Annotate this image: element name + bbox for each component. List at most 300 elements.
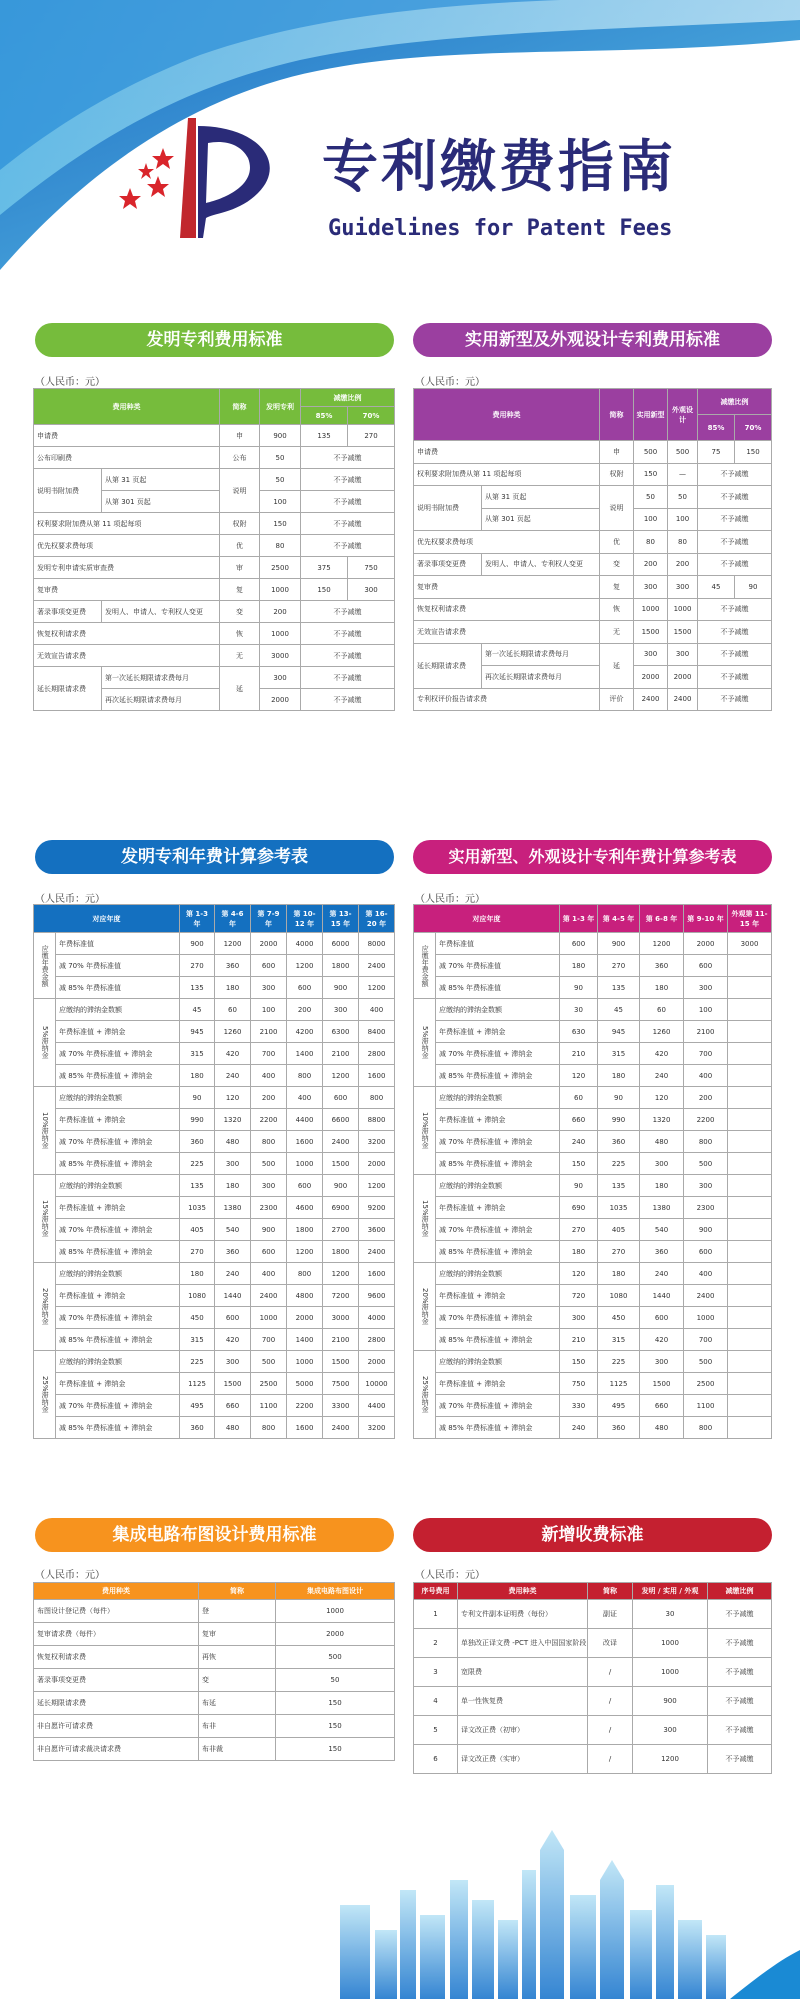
table-cell: 5%滞纳金	[414, 999, 436, 1087]
table-cell	[728, 1241, 772, 1263]
table-cell: 300	[640, 1153, 684, 1175]
table-row	[34, 601, 395, 623]
table-cell: 180	[215, 1175, 251, 1197]
table-cell: 120	[215, 1087, 251, 1109]
table-cell: 400	[287, 1087, 323, 1109]
table-cell: 1000	[684, 1307, 728, 1329]
table-cell: 应缴纳的滞纳金数额	[56, 1351, 180, 1373]
table-row	[414, 1131, 772, 1153]
table-cell: 1100	[684, 1395, 728, 1417]
table-cell: 180	[598, 1263, 640, 1285]
table-cell: 1800	[323, 955, 359, 977]
table-cell: 150	[276, 1692, 395, 1715]
table-cell: 复	[220, 579, 260, 601]
table-row	[34, 955, 395, 977]
table-cell: 270	[598, 1241, 640, 1263]
table-cell: 300	[633, 1716, 708, 1745]
table-cell: 3200	[359, 1417, 395, 1439]
table-cell: 应缴纳的滞纳金数额	[436, 1263, 560, 1285]
table-cell: 2300	[251, 1197, 287, 1219]
table-cell: 从第 31 页起	[482, 486, 600, 509]
table-cell	[728, 999, 772, 1021]
col-year: 对应年度	[414, 905, 560, 933]
table-cell: 不予减缴	[301, 623, 395, 645]
table-cell: 2800	[359, 1043, 395, 1065]
table-cell: 240	[640, 1065, 684, 1087]
table-cell	[728, 1021, 772, 1043]
table-cell: 50	[276, 1669, 395, 1692]
table-cell: 专利文件副本证明费（每份）	[458, 1600, 588, 1629]
table-cell: 著录事项变更费	[34, 1669, 199, 1692]
table-cell: 译文改正费（实审）	[458, 1745, 588, 1774]
table-cell: 不予减缴	[708, 1600, 772, 1629]
table-cell: 2100	[323, 1329, 359, 1351]
table-cell: 1320	[640, 1109, 684, 1131]
col-85: 85%	[301, 407, 348, 425]
table-cell: 1800	[287, 1219, 323, 1241]
table-cell	[728, 1153, 772, 1175]
table-cell: 再次延长期限请求费每月	[482, 666, 600, 689]
table-cell: 权附	[220, 513, 260, 535]
table-cell: 450	[180, 1307, 215, 1329]
table-cell: 405	[598, 1219, 640, 1241]
table-row	[414, 463, 772, 486]
table-cell: 30	[633, 1600, 708, 1629]
table-cell: 80	[668, 531, 698, 554]
table-cell: 700	[684, 1329, 728, 1351]
table-cell: 180	[180, 1065, 215, 1087]
table-cell: 180	[640, 1175, 684, 1197]
table-row	[414, 1716, 772, 1745]
table-cell: 1440	[215, 1285, 251, 1307]
table-cell: 应缴纳的滞纳金数额	[56, 999, 180, 1021]
table-cell: 布非裁	[199, 1738, 276, 1761]
table-cell: 1000	[260, 623, 301, 645]
table-row	[414, 1087, 772, 1109]
table-cell: 减 85% 年费标准值 + 滞纳金	[436, 1241, 560, 1263]
table-cell: 90	[598, 1087, 640, 1109]
table-cell: 译文改正费（初审）	[458, 1716, 588, 1745]
table-cell: 150	[735, 441, 772, 464]
table-cell: 600	[251, 1241, 287, 1263]
table-cell: 180	[640, 977, 684, 999]
table-cell: 1000	[633, 1629, 708, 1658]
table-cell: 300	[640, 1351, 684, 1373]
table-cell: 减 85% 年费标准值 + 滞纳金	[436, 1153, 560, 1175]
table-cell: 990	[598, 1109, 640, 1131]
table-row	[34, 1175, 395, 1197]
table-row	[414, 621, 772, 644]
col-reduction: 减缴比例	[698, 389, 772, 415]
table-cell: 不予减缴	[301, 667, 395, 689]
table-cell: 2100	[323, 1043, 359, 1065]
table-cell: 495	[180, 1395, 215, 1417]
table-cell: 4000	[359, 1307, 395, 1329]
table-row	[34, 977, 395, 999]
table-row	[34, 1043, 395, 1065]
table-row	[34, 1692, 395, 1715]
table-cell: 2500	[251, 1373, 287, 1395]
table-cell: 1200	[287, 1241, 323, 1263]
cnipa-logo	[118, 118, 283, 238]
table-cell: 225	[180, 1153, 215, 1175]
table-cell: 2000	[684, 933, 728, 955]
table-row	[34, 1669, 395, 1692]
table-row	[34, 1285, 395, 1307]
table-cell: 再次延长期限请求费每月	[102, 689, 220, 711]
table-cell: 240	[215, 1065, 251, 1087]
table-cell: 发明专利申请实质审查费	[34, 557, 220, 579]
table-cell: 变	[220, 601, 260, 623]
table-cell: 9200	[359, 1197, 395, 1219]
table-cell: 2400	[359, 955, 395, 977]
table-cell: /	[588, 1658, 633, 1687]
table-cell: 恢复权利请求费	[414, 598, 600, 621]
table-cell: 300	[560, 1307, 598, 1329]
table-cell: 说明	[600, 486, 634, 531]
table-cell	[728, 1395, 772, 1417]
table-cell: 600	[215, 1307, 251, 1329]
table-cell: 600	[684, 955, 728, 977]
table-cell: 无	[600, 621, 634, 644]
table-cell: 315	[180, 1329, 215, 1351]
table-cell: 50	[260, 469, 301, 491]
table-cell: 1000	[287, 1351, 323, 1373]
table-cell: 应缴纳的滞纳金数额	[56, 1175, 180, 1197]
table-row	[414, 933, 772, 955]
table-cell: 30	[560, 999, 598, 1021]
col-fee-type: 费用种类	[458, 1583, 588, 1600]
table-cell: 减 70% 年费标准值	[436, 955, 560, 977]
table-cell: 4200	[287, 1021, 323, 1043]
table-cell: 减 70% 年费标准值 + 滞纳金	[436, 1219, 560, 1241]
col-70: 70%	[735, 415, 772, 441]
table-cell: 315	[598, 1329, 640, 1351]
table-cell: 恢	[600, 598, 634, 621]
table-cell: 900	[598, 933, 640, 955]
table-cell: 申	[220, 425, 260, 447]
table-cell: 1035	[180, 1197, 215, 1219]
table-cell: 延长期限请求费	[34, 1692, 199, 1715]
table-cell: 200	[668, 553, 698, 576]
table-row	[34, 1131, 395, 1153]
table-cell: 270	[560, 1219, 598, 1241]
table-cell: 225	[598, 1153, 640, 1175]
table-cell: 不予减缴	[708, 1745, 772, 1774]
table-cell: 300	[251, 1175, 287, 1197]
col-reduction: 减缴比例	[301, 389, 395, 407]
table-cell: 单一性恢复费	[458, 1687, 588, 1716]
table-cell: 900	[180, 933, 215, 955]
table-cell: 360	[180, 1417, 215, 1439]
table-row	[34, 1087, 395, 1109]
table-cell: 6900	[323, 1197, 359, 1219]
table-cell: 1320	[215, 1109, 251, 1131]
table-cell: 1200	[359, 1175, 395, 1197]
table-cell: 减 70% 年费标准值 + 滞纳金	[56, 1219, 180, 1241]
table-cell: 180	[560, 955, 598, 977]
table-row	[34, 1373, 395, 1395]
table-cell: 非自愿许可请求费	[34, 1715, 199, 1738]
table-cell: 15%滞纳金	[34, 1175, 56, 1263]
col-abbr: 简称	[220, 389, 260, 425]
table-cell: 225	[598, 1351, 640, 1373]
table-cell: 330	[560, 1395, 598, 1417]
table-row	[414, 531, 772, 554]
table-cell: 500	[251, 1153, 287, 1175]
table-cell: 权利要求附加费从第 11 项起每项	[34, 513, 220, 535]
city-skyline	[340, 1830, 726, 1999]
table-cell: 120	[560, 1065, 598, 1087]
col-ic: 集成电路布图设计	[276, 1583, 395, 1600]
table-cell: 从第 301 页起	[482, 508, 600, 531]
annual-utility-unit: （人民币：元）	[415, 894, 485, 905]
table-cell: 300	[348, 579, 395, 601]
col-fee-type: 费用种类	[34, 389, 220, 425]
invention-fee-table	[33, 388, 395, 711]
table-row	[414, 553, 772, 576]
table-cell: 2200	[251, 1109, 287, 1131]
table-cell: 900	[260, 425, 301, 447]
table-cell: 不予减缴	[301, 513, 395, 535]
table-cell: 1500	[634, 621, 668, 644]
table-cell: 315	[598, 1043, 640, 1065]
table-cell: 单独改正译文费 -PCT 进入中国国家阶段	[458, 1629, 588, 1658]
table-cell: 2500	[684, 1373, 728, 1395]
table-cell: 无效宣告请求费	[34, 645, 220, 667]
table-row	[414, 1417, 772, 1439]
table-cell: 360	[180, 1131, 215, 1153]
table-cell: 720	[560, 1285, 598, 1307]
table-cell: 150	[260, 513, 301, 535]
table-cell: 延长期限请求费	[34, 667, 102, 711]
table-cell: 900	[251, 1219, 287, 1241]
table-cell: 1400	[287, 1043, 323, 1065]
table-cell: 不予减缴	[698, 598, 772, 621]
col-abbr: 简称	[199, 1583, 276, 1600]
table-cell: 减 85% 年费标准值 + 滞纳金	[56, 1153, 180, 1175]
table-row	[414, 1219, 772, 1241]
table-row	[34, 1219, 395, 1241]
table-cell: 权利要求附加费从第 11 项起每项	[414, 463, 600, 486]
table-cell	[728, 1373, 772, 1395]
table-cell: 420	[640, 1329, 684, 1351]
table-cell: 复审费	[414, 576, 600, 599]
table-row	[34, 1738, 395, 1761]
col-85: 85%	[698, 415, 735, 441]
table-cell: 1000	[287, 1153, 323, 1175]
table-cell: 360	[640, 955, 684, 977]
table-cell: 公布	[220, 447, 260, 469]
table-cell: 应缴年费金额	[414, 933, 436, 999]
table-cell: 第一次延长期限请求费每月	[482, 643, 600, 666]
table-cell	[728, 1417, 772, 1439]
table-cell: 副证	[588, 1600, 633, 1629]
table-cell: 1200	[323, 1065, 359, 1087]
table-cell: 不予减缴	[301, 491, 395, 513]
table-cell: 750	[560, 1373, 598, 1395]
table-cell: 年费标准值 + 滞纳金	[436, 1109, 560, 1131]
table-row	[34, 1263, 395, 1285]
table-cell: 恢	[220, 623, 260, 645]
table-cell: 800	[287, 1065, 323, 1087]
table-cell: 60	[560, 1087, 598, 1109]
col-y6: 第 16-20 年	[359, 905, 395, 933]
table-cell: 45	[698, 576, 735, 599]
table-cell: 不予减缴	[698, 508, 772, 531]
table-cell: 1440	[640, 1285, 684, 1307]
table-cell: 年费标准值	[436, 933, 560, 955]
table-cell: 不予减缴	[698, 553, 772, 576]
col-invention: 发明专利	[260, 389, 301, 425]
table-cell: 应缴纳的滞纳金数额	[436, 1351, 560, 1373]
table-cell	[728, 1131, 772, 1153]
table-cell: 减 85% 年费标准值 + 滞纳金	[436, 1329, 560, 1351]
table-cell: 200	[634, 553, 668, 576]
utility-fee-table	[413, 388, 772, 711]
table-cell: 2000	[251, 933, 287, 955]
table-cell: 45	[598, 999, 640, 1021]
table-cell: 300	[260, 667, 301, 689]
table-cell: 减 85% 年费标准值 + 滞纳金	[436, 1417, 560, 1439]
table-cell: 990	[180, 1109, 215, 1131]
table-cell: 不予减缴	[301, 535, 395, 557]
table-cell: 25%滞纳金	[414, 1351, 436, 1439]
table-cell: 2000	[276, 1623, 395, 1646]
table-cell: 无效宣告请求费	[414, 621, 600, 644]
table-cell: 2500	[260, 557, 301, 579]
table-cell: 400	[359, 999, 395, 1021]
col-y2: 第 4-5 年	[598, 905, 640, 933]
table-row	[414, 1175, 772, 1197]
table-cell: 495	[598, 1395, 640, 1417]
table-cell: 3300	[323, 1395, 359, 1417]
table-cell	[728, 1109, 772, 1131]
table-cell: 200	[287, 999, 323, 1021]
table-cell: 2800	[359, 1329, 395, 1351]
table-cell: 不予减缴	[708, 1629, 772, 1658]
table-cell: 年费标准值 + 滞纳金	[436, 1021, 560, 1043]
table-cell: 2200	[684, 1109, 728, 1131]
table-row	[414, 1021, 772, 1043]
table-cell: 不予减缴	[301, 601, 395, 623]
table-cell: 270	[598, 955, 640, 977]
table-cell: 3000	[323, 1307, 359, 1329]
utility-fee-title: 实用新型及外观设计专利费用标准	[413, 323, 772, 357]
table-cell: 2400	[251, 1285, 287, 1307]
table-cell: 优先权要求费每项	[34, 535, 220, 557]
table-cell: 360	[640, 1241, 684, 1263]
annual-invention-unit: （人民币：元）	[35, 894, 105, 905]
table-cell: 600	[287, 1175, 323, 1197]
table-cell: 减 70% 年费标准值 + 滞纳金	[56, 1131, 180, 1153]
table-cell: 80	[260, 535, 301, 557]
table-cell: 375	[301, 557, 348, 579]
table-cell: 改译	[588, 1629, 633, 1658]
table-cell: 2400	[668, 688, 698, 711]
table-cell: 75	[698, 441, 735, 464]
table-cell: 8800	[359, 1109, 395, 1131]
table-cell: 900	[323, 977, 359, 999]
table-cell: 80	[634, 531, 668, 554]
table-cell: 100	[668, 508, 698, 531]
table-cell	[728, 1329, 772, 1351]
table-cell: 315	[180, 1043, 215, 1065]
table-cell: 540	[640, 1219, 684, 1241]
table-cell: 180	[215, 977, 251, 999]
table-row	[414, 1065, 772, 1087]
table-cell: 复审费	[34, 579, 220, 601]
table-cell: 减 85% 年费标准值 + 滞纳金	[56, 1065, 180, 1087]
table-cell: 400	[251, 1263, 287, 1285]
table-cell: 减 85% 年费标准值	[436, 977, 560, 999]
table-cell: 180	[560, 1241, 598, 1263]
table-cell: 600	[251, 955, 287, 977]
table-cell: 1125	[180, 1373, 215, 1395]
table-cell: 480	[640, 1131, 684, 1153]
table-row	[414, 955, 772, 977]
table-row	[414, 1329, 772, 1351]
table-cell: 2000	[359, 1351, 395, 1373]
table-row	[414, 1373, 772, 1395]
table-cell: 20%滞纳金	[414, 1263, 436, 1351]
table-cell: 300	[323, 999, 359, 1021]
table-cell: 年费标准值 + 滞纳金	[436, 1373, 560, 1395]
table-cell: 复审	[199, 1623, 276, 1646]
table-cell: 2400	[323, 1417, 359, 1439]
table-cell: 著录事项变更费	[34, 601, 102, 623]
table-cell: 1200	[640, 933, 684, 955]
table-cell: 90	[735, 576, 772, 599]
table-cell: 减 70% 年费标准值	[56, 955, 180, 977]
table-cell: 5000	[287, 1373, 323, 1395]
table-cell: 布延	[199, 1692, 276, 1715]
col-reduction: 减缴比例	[708, 1583, 772, 1600]
table-cell: 180	[180, 1263, 215, 1285]
table-row	[34, 999, 395, 1021]
table-cell: 360	[215, 955, 251, 977]
table-cell: 1035	[598, 1197, 640, 1219]
annual-utility-table	[413, 904, 772, 1439]
table-row	[414, 1285, 772, 1307]
table-cell: 800	[359, 1087, 395, 1109]
table-cell: 年费标准值	[56, 933, 180, 955]
table-cell	[728, 1043, 772, 1065]
table-cell: 700	[251, 1329, 287, 1351]
table-cell: 750	[348, 557, 395, 579]
table-cell: 延	[220, 667, 260, 711]
table-cell: 减 85% 年费标准值 + 滞纳金	[436, 1065, 560, 1087]
table-cell: 135	[598, 977, 640, 999]
table-cell: 800	[684, 1417, 728, 1439]
col-y4: 第 9-10 年	[684, 905, 728, 933]
table-row	[34, 513, 395, 535]
table-row	[414, 977, 772, 999]
page-subtitle: Guidelines for Patent Fees	[328, 216, 673, 241]
table-cell: 减 70% 年费标准值 + 滞纳金	[436, 1395, 560, 1417]
invention-fee-title: 发明专利费用标准	[35, 323, 394, 357]
table-cell: 135	[180, 1175, 215, 1197]
table-row	[34, 1241, 395, 1263]
table-row	[34, 1197, 395, 1219]
table-cell: 无	[220, 645, 260, 667]
table-cell: 1600	[287, 1417, 323, 1439]
table-cell: 150	[276, 1715, 395, 1738]
col-fee-type: 费用种类	[414, 389, 600, 441]
col-y1: 第 1-3 年	[560, 905, 598, 933]
table-cell: 4400	[287, 1109, 323, 1131]
table-row	[34, 447, 395, 469]
